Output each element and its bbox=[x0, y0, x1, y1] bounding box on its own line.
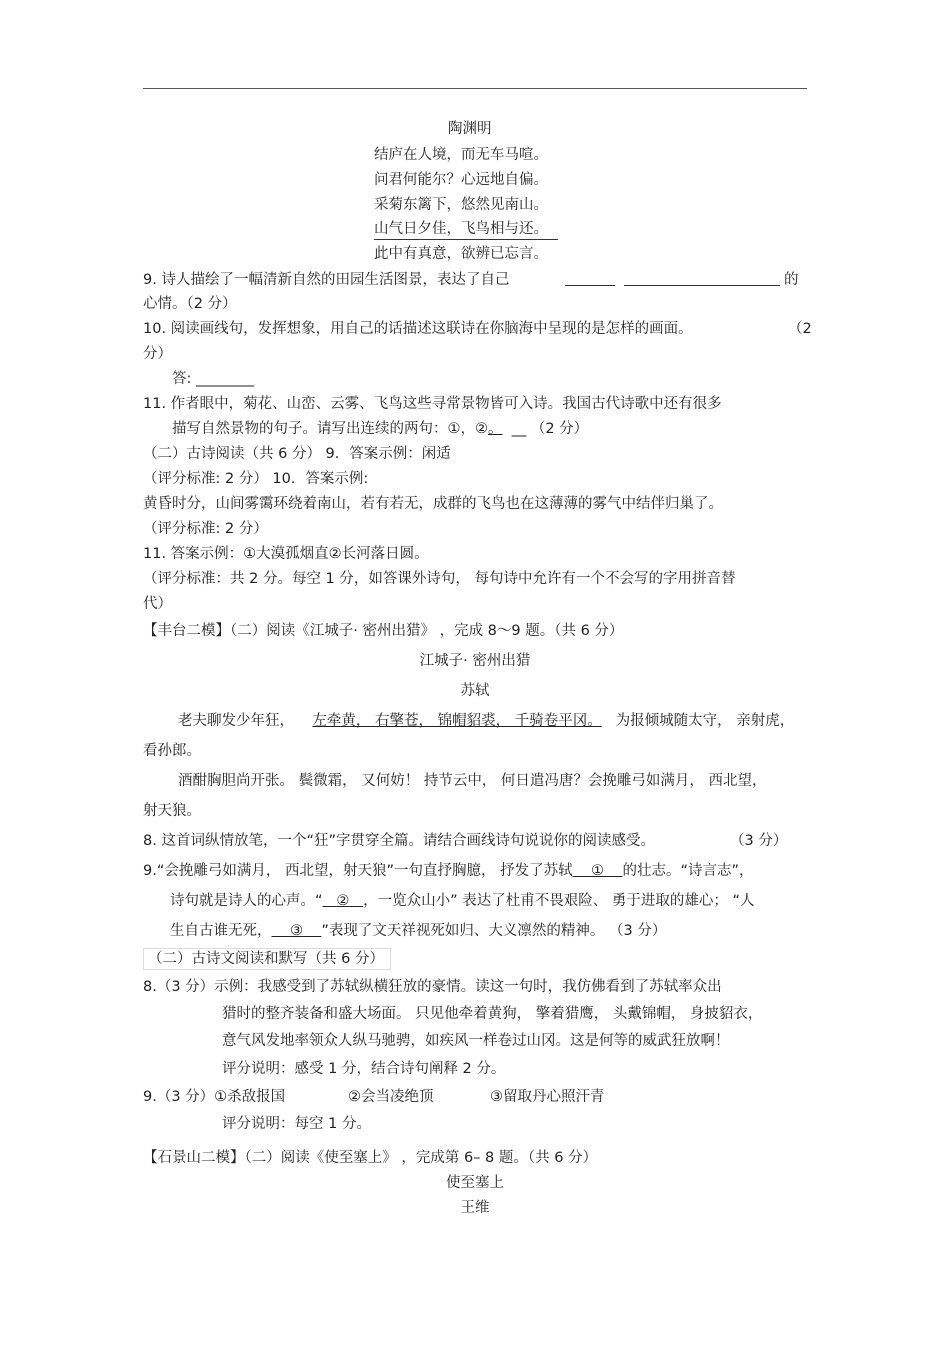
blank-2-label: ② bbox=[336, 893, 350, 909]
blank-1 bbox=[573, 863, 623, 879]
question-11-line-2a: 描写自然景物的句子。请写出连续的两句：①，② bbox=[172, 421, 488, 437]
fengtai-poem-underlined: 左牵黄， 右擎苍， 锦帽貂裘， 千骑卷平冈。 bbox=[312, 713, 602, 729]
poem-line-2: 问君何能尔？心远地自偏。 bbox=[374, 172, 548, 188]
question-11-line-2 bbox=[172, 420, 588, 438]
fengtai-question-9-line-3 bbox=[170, 922, 666, 940]
shijingshan-header: 【石景山二模】（二）阅读《使至塞上》 ，完成第 6– 8 题。（共 6 分） bbox=[143, 1150, 598, 1166]
question-10-score-cont: 分） bbox=[143, 346, 172, 362]
poem-line-4-underlined: 山气日夕佳，飞鸟相与还。 bbox=[374, 221, 548, 237]
poem-line-1: 结庐在人境，而无车马喧。 bbox=[374, 147, 548, 163]
question-11-text: 11. 作者眼中，菊花、山峦、云雾、飞鸟这些寻常景物皆可入诗。我国古代诗歌中还有很多 bbox=[143, 396, 722, 412]
fengtai-poem-line-1a: 老夫聊发少年狂， bbox=[178, 713, 294, 729]
answers-1-line-6: （评分标准：共 2 分。每空 1 分，如答课外诗句， 每句诗中允许有一个不会写的字用拼音替 bbox=[143, 571, 736, 587]
question-9-suffix: 的 bbox=[784, 272, 799, 288]
question-10-answer-line: 答: ________ bbox=[172, 371, 254, 387]
question-9-text: 9. 诗人描绘了一幅清新自然的田园生活图景，表达了自己 bbox=[143, 272, 510, 288]
answers-2-q9-line-2: 评分说明：每空 1 分。 bbox=[222, 1116, 371, 1132]
question-9-blanks bbox=[565, 271, 780, 291]
question-10-text: 10. 阅读画线句，发挥想象，用自己的话描述这联诗在你脑海中呈现的是怎样的画面。 bbox=[143, 321, 693, 337]
shijingshan-poem-author: 王维 bbox=[460, 1200, 490, 1216]
fengtai-question-9-l2b: ，一览众山小” 表达了杜甫不畏艰险、 勇于进取的雄心； “人 bbox=[363, 893, 755, 909]
poem-line-3: 采菊东篱下，悠然见南山。 bbox=[374, 197, 548, 213]
answers-2-q9-part-2: ②会当凌绝顶 bbox=[348, 1089, 434, 1105]
fengtai-poem-line-1 bbox=[178, 712, 794, 730]
fengtai-poem-line-3: 酒酣胸胆尚开张。 鬓微霜， 又何妨！ 持节云中， 何日遣冯唐？会挽雕弓如满月， 西北望， bbox=[178, 773, 767, 789]
shijingshan-poem-title: 使至塞上 bbox=[446, 1175, 504, 1191]
fengtai-poem-line-1b: 为报倾城随太守， 亲射虎， bbox=[615, 713, 795, 729]
answers-2-q8-line-1: 8.（3 分）示例：我感受到了苏轼纵横狂放的豪情。读这一句时，我仿佛看到了苏轼率众出 bbox=[143, 979, 722, 995]
fengtai-question-8-score: （3 分） bbox=[730, 833, 788, 849]
answers-1-line-5: 11. 答案示例：①大漠孤烟直②长河落日圆。 bbox=[143, 546, 429, 562]
answers-1-line-4: （评分标准: 2 分） bbox=[143, 521, 268, 537]
answers-1-line-7: 代） bbox=[143, 596, 172, 612]
blank-3 bbox=[272, 923, 322, 939]
answers-2-q8-line-3: 意气风发地率领众人纵马驰骋，如疾风一样卷过山冈。这是何等的威武狂放啊！ bbox=[222, 1033, 730, 1049]
fengtai-question-9-l3a: 生自古谁无死， bbox=[170, 923, 272, 939]
header-rule bbox=[143, 88, 807, 89]
fengtai-poem-title: 江城子· 密州出猎 bbox=[419, 653, 531, 669]
blank-3-label: ③ bbox=[289, 923, 303, 939]
fengtai-header: 【丰台二模】（二）阅读《江城子· 密州出猎》 ，完成 8～9 题。（共 6 分） bbox=[143, 623, 624, 639]
blank-2 bbox=[323, 893, 364, 909]
fengtai-question-9-l1a: 9.“会挽雕弓如满月， 西北望，射天狼”一句直抒胸臆， 抒发了苏轼 bbox=[143, 863, 573, 879]
fengtai-poem-line-2: 看孙郎。 bbox=[143, 743, 201, 759]
fengtai-question-9-l2a: 诗句就是诗人的心声。“ bbox=[170, 893, 323, 909]
answers-2-q9-part-3: ③留取丹心照汗青 bbox=[490, 1089, 605, 1105]
fengtai-poem-line-4: 射天狼。 bbox=[143, 803, 201, 819]
fengtai-question-9-l3b: ”表现了文天祥视死如归、大义凛然的精神。 （3 分） bbox=[321, 923, 667, 939]
fengtai-question-9-line-1 bbox=[143, 862, 753, 880]
fengtai-question-8: 8. 这首词纵情放笔，一个“狂”字贯穿全篇。请结合画线诗句说说你的阅读感受。 bbox=[143, 833, 655, 849]
poem-line-5: 此中有真意，欲辨已忘言。 bbox=[374, 246, 548, 262]
question-9-line-2: 心情。（2 分） bbox=[143, 296, 237, 312]
answers-2-header: （二）古诗文阅读和默写（共 6 分） bbox=[143, 948, 391, 970]
answers-1-line-2: （评分标准: 2 分） 10．答案示例: bbox=[143, 471, 369, 487]
fengtai-poem-author: 苏轼 bbox=[460, 683, 490, 699]
question-11-score: __ （2 分） bbox=[511, 421, 589, 437]
answers-1-line-3: 黄昏时分，山间雾霭环绕着南山，若有若无，成群的飞鸟也在这薄薄的雾气中结伴归巢了。 bbox=[143, 496, 723, 512]
fengtai-question-9-line-2 bbox=[170, 892, 755, 910]
poem-author: 陶渊明 bbox=[448, 121, 492, 137]
answers-1-line-1: （二）古诗阅读（共 6 分） 9．答案示例：闲适 bbox=[143, 446, 451, 462]
blank-1-label: ① bbox=[591, 863, 605, 879]
question-11-period: 。 bbox=[488, 421, 503, 437]
poem-line-underline bbox=[374, 239, 558, 240]
question-10-score: （2 bbox=[788, 321, 812, 337]
answers-2-q8-line-4: 评分说明：感受 1 分，结合诗句阐释 2 分。 bbox=[222, 1061, 506, 1077]
answers-2-q9-part-1: 9.（3 分）①杀敌报国 bbox=[143, 1089, 286, 1105]
answers-2-q8-line-2: 猎时的整齐装备和盛大场面。 只见他牵着黄狗， 擎着猎鹰， 头戴锦帽， 身披貂衣， bbox=[222, 1006, 763, 1022]
fengtai-question-9-l1b: 的壮志。“诗言志”， bbox=[622, 863, 754, 879]
